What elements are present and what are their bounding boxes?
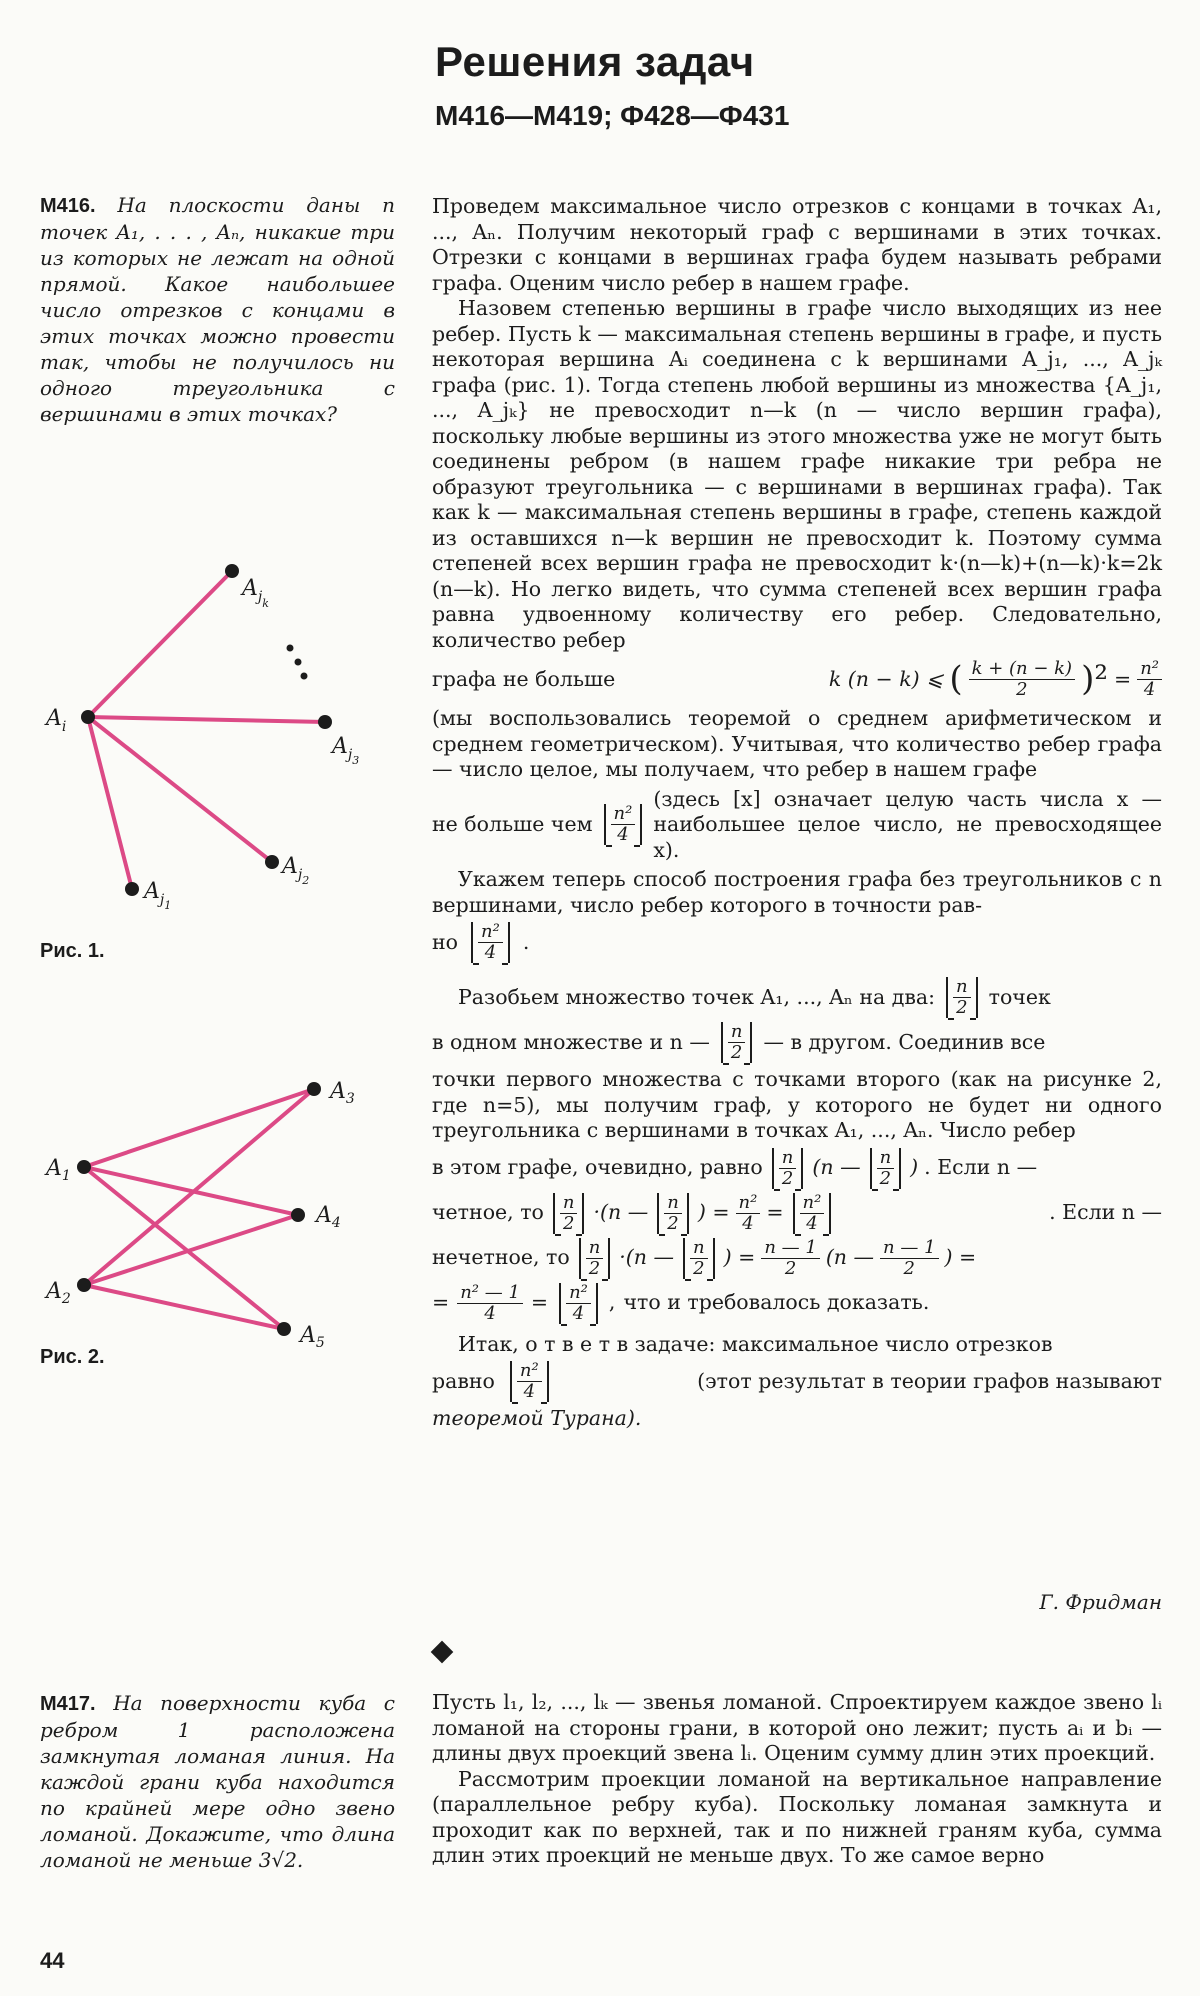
problem-m417 — [40, 1690, 395, 1873]
label-ajk: $A_{jk}$ — [242, 576, 269, 610]
label-aj2: $A_{j2}$ — [282, 854, 310, 887]
floor-bracket — [721, 1022, 753, 1063]
equals: = — [766, 1200, 784, 1225]
vertex-aj3 — [318, 715, 332, 729]
fraction-num: n — [877, 1148, 895, 1169]
fig1-edge — [88, 717, 132, 889]
math-text: ) — [910, 1155, 919, 1180]
floor-bracket — [510, 1361, 549, 1402]
text-span: но — [432, 929, 459, 954]
fraction — [1137, 659, 1162, 700]
fraction-den: 2 — [730, 1042, 743, 1063]
solution-paragraph: теоремой Турана). — [432, 1406, 642, 1430]
fraction-den: 2 — [903, 1257, 915, 1279]
text-span: точек — [988, 984, 1051, 1009]
text-span: . Если n — — [1049, 1200, 1162, 1225]
label-a3: $A_3$ — [330, 1080, 355, 1107]
fraction-den: 2 — [956, 997, 968, 1018]
floor-bracket — [559, 1283, 598, 1324]
fraction-num: n² — 1 — [457, 1283, 523, 1304]
solution-paragraph: точки первого множества с точками второго (как на рисунке 2, где n=5), мы получим граф, у которого не будет ни одного треугольника с вершинами в точках A₁, ..., Aₙ. Число ребер — [432, 1067, 1162, 1142]
solution-paragraph: Рассмотрим проекции ломаной на вертикальное направление (параллельное ребру куба). Поскольку ломаная замкнута и проходит как по верхней, так и по нижней граням куба, сумма длин этих проекций не меньше двух. То же самое верно — [432, 1766, 1162, 1867]
fraction-num: n — [664, 1193, 682, 1214]
fraction-den: 4 — [617, 824, 629, 846]
text-span: равно — [432, 1368, 495, 1393]
text-span: Разобьем множество точек A₁, ..., Aₙ на два: — [458, 984, 936, 1009]
label-a2: $A_2$ — [46, 1279, 71, 1307]
figure-2 — [40, 1080, 380, 1370]
fraction — [736, 1193, 761, 1234]
floor-bracket — [683, 1238, 715, 1279]
solution-paragraph: Проведем максимальное число отрезков с концами в точках A₁, ..., Aₙ. Получим некоторый граф с вершинами в этих точках. Отрезки с концами в вершинах графа будем называть ребрами графа. Оценим число ребер в нашем графе. — [432, 194, 1162, 295]
label-a1: $A_1$ — [46, 1156, 71, 1184]
floor-bracket — [946, 977, 978, 1018]
fraction-num: n — 1 — [761, 1238, 820, 1259]
solution-m417 — [432, 1690, 1162, 1869]
vertex-a4 — [291, 1208, 305, 1222]
fraction-num: n² — [736, 1193, 761, 1214]
fraction-num: n — 1 — [880, 1238, 939, 1259]
label-aj1: $A_{j1}$ — [144, 879, 172, 912]
fraction-num: n² — [611, 804, 636, 825]
fraction-den: 4 — [484, 942, 497, 963]
fig2-edge — [84, 1089, 314, 1285]
page-title: Решения задач — [435, 38, 755, 85]
fraction-num: n — [779, 1148, 797, 1169]
problem-m416 — [40, 192, 395, 427]
page-number: 44 — [40, 1948, 65, 1973]
text-span: в одном множестве и n — — [432, 1029, 710, 1054]
fraction-den: 2 — [781, 1167, 794, 1189]
fraction-den: 2 — [879, 1167, 892, 1189]
comma: , — [608, 1290, 616, 1315]
text-span: (здесь [x] означает целую часть числа x — наибольшее целое число, не превосходящее x). — [653, 786, 1162, 862]
figure-1 — [40, 555, 380, 925]
math-text: (n — — [825, 1245, 875, 1270]
math-line — [432, 1148, 1162, 1189]
text-span: не больше чем — [432, 812, 593, 836]
figure-1-caption: Рис. 1. — [40, 940, 105, 962]
math-line — [432, 1238, 1162, 1279]
equals: = — [1114, 666, 1132, 691]
math-line — [432, 1193, 1162, 1234]
inequality-line — [432, 659, 1162, 700]
math-line — [432, 1361, 1162, 1402]
vertex-ai — [81, 710, 95, 724]
fraction-den: 2 — [693, 1257, 705, 1279]
fraction-num: n² — [517, 1361, 542, 1382]
vertex-a3 — [307, 1082, 321, 1096]
solution-paragraph: Назовем степенью вершины в графе число выходящих из нее ребер. Пусть k — максимальная степень вершины в графе, и пусть некоторая вершина Aᵢ соединена с k вершинами A_j₁, ..., A_jₖ графа (рис. 1). Тогда степень любой вершины из множества {A_j₁, ..., A_jₖ} не превосходит n—k (n — число вершин графа), поскольку любые вершины из этого множества уже не могут быть соединены ребром (в нашем графе никакие три ребра не образуют треугольника — с вершинами в вершинах графа). Так как k — максимальная степень вершины в графе, степень каждой из оставшихся n—k вершин не превосходит k. Поэтому сумма степеней всех вершин графа не превосходит k·(n—k)+(n—k)·k=2k (n—k). Но легко видеть, что сумма степеней всех вершин графа равна удвоенному количеству его ребер. Следовательно, количество ребер — [432, 296, 1162, 652]
fig1-edge — [88, 717, 272, 862]
fraction-den: 4 — [484, 1302, 496, 1324]
equals: = — [530, 1290, 549, 1315]
math-line — [432, 1283, 1162, 1324]
floor-bracket — [471, 922, 510, 963]
label-a5: $A_5$ — [300, 1323, 325, 1351]
solution-paragraph: Пусть l₁, l₂, ..., lₖ — звенья ломаной. Спроектируем каждое звено lᵢ ломаной на стороны грани, в которой оно лежит; пусть aᵢ и bᵢ — длины двух проекций звена lᵢ. Оценим сумму длин этих проекций. — [432, 1690, 1162, 1765]
fig1-edge — [88, 571, 232, 717]
problem-label: М417. — [40, 1693, 96, 1715]
vertex-aj1 — [125, 882, 139, 896]
math-line — [432, 1022, 1162, 1063]
ellipsis-dot — [287, 645, 294, 652]
fraction-num: n — [560, 1193, 578, 1214]
fraction — [761, 1238, 820, 1279]
floor-bracket — [604, 804, 643, 845]
fig2-edge — [84, 1089, 314, 1167]
inequality — [829, 659, 1162, 700]
solution-paragraph: (мы воспользовались теоремой о среднем арифметическом и среднем геометрическом). Учитывая, что количество ребер графа — число целое, мы получаем, что ребер в нашем графе — [432, 706, 1162, 781]
floor-bracket — [579, 1238, 611, 1279]
floor-line — [432, 787, 1162, 864]
problem-statement: На поверхности куба с ребром 1 расположена замкнутая ломаная линия. На каждой грани куба находится по крайней мере одно звено ломаной. Докажите, что длина ломаной не меньше 3√2. — [40, 1691, 395, 1872]
author-signature: Г. Фридман — [1039, 1590, 1162, 1614]
solution-m416 — [432, 194, 1162, 1432]
text-span: нечетное, то — [432, 1245, 570, 1270]
fraction-num: n² — [800, 1193, 825, 1214]
fraction — [457, 1283, 523, 1324]
fraction-den: 4 — [806, 1212, 818, 1234]
label-ai: $A_i$ — [46, 706, 67, 735]
ellipsis-dot — [301, 673, 308, 680]
paren: )² — [1081, 658, 1108, 699]
fraction-num: n² — [1137, 659, 1162, 680]
vertex-aj2 — [265, 855, 279, 869]
label-a4: $A_4$ — [316, 1203, 341, 1231]
paren: ( — [949, 658, 963, 699]
diamond-separator — [431, 1641, 454, 1664]
solution-paragraph: Укажем теперь способ построения графа без треугольников с n вершинами, число ребер которого в точности рав- — [432, 867, 1162, 917]
fraction-den: 4 — [742, 1212, 754, 1234]
label-aj3: $A_{j3}$ — [332, 734, 360, 767]
text-span: графа не больше — [432, 666, 616, 691]
math-text: k (n − k) ⩽ — [828, 666, 944, 691]
fraction-den: 2 — [667, 1212, 679, 1234]
math-text: (n — — [812, 1155, 861, 1180]
math-text: ·(n — — [593, 1200, 649, 1225]
floor-bracket — [870, 1148, 902, 1189]
math-text: ) = — [944, 1245, 977, 1270]
text-span: что и требовалось доказать. — [623, 1290, 930, 1315]
fraction-num: n — [690, 1238, 708, 1259]
vertex-a5 — [277, 1322, 291, 1336]
floor-bracket — [657, 1193, 689, 1234]
fraction-den: 2 — [784, 1257, 797, 1279]
text-span: . Если n — — [924, 1155, 1038, 1180]
math-text: ) = — [723, 1245, 756, 1270]
fraction-den: 2 — [588, 1257, 601, 1279]
floor-line — [432, 922, 1162, 963]
text-span: — в другом. Соединив все — [763, 1029, 1046, 1054]
fraction-num: n — [728, 1022, 746, 1043]
text-span: в этом графе, очевидно, равно — [432, 1155, 763, 1180]
fraction-den: 4 — [523, 1381, 536, 1402]
ellipsis-dot — [295, 659, 302, 666]
math-text: ·(n — — [619, 1245, 675, 1270]
page-subtitle: М416—М419; Ф428—Ф431 — [435, 100, 790, 131]
math-text: ) = — [697, 1200, 730, 1225]
vertex-ajk — [225, 564, 239, 578]
fraction-den: 2 — [1016, 679, 1028, 700]
fraction-num: n² — [478, 922, 503, 943]
floor-bracket — [553, 1193, 585, 1234]
vertex-a2 — [77, 1278, 91, 1292]
vertex-a1 — [77, 1160, 91, 1174]
problem-label: М416. — [40, 195, 96, 217]
fraction — [880, 1238, 939, 1279]
fraction-den: 4 — [572, 1302, 585, 1324]
fig2-edge — [84, 1215, 298, 1285]
equals: = — [432, 1290, 450, 1315]
floor-bracket — [793, 1193, 832, 1234]
text-span: (этот результат в теории графов называют — [697, 1368, 1162, 1393]
floor-bracket — [772, 1148, 804, 1189]
problem-statement: На плоскости даны n точек A₁, . . . , Aₙ, никакие три из которых не лежат на одной прямой. Какое наибольшее число отрезков с концами в этих точках можно провести так, чтобы не получилось ни одного треугольника с вершинами в этих точках? — [40, 193, 395, 426]
fraction-num: k + (n − k) — [969, 659, 1076, 680]
math-line — [432, 977, 1162, 1018]
text-span: четное, то — [432, 1200, 544, 1225]
fig1-edge — [88, 717, 325, 722]
fraction-num: n — [586, 1238, 604, 1259]
period: . — [522, 929, 530, 954]
fraction-num: n² — [566, 1283, 591, 1304]
fraction-den: 2 — [562, 1212, 575, 1234]
fraction-num: n — [953, 977, 971, 998]
figure-2-caption: Рис. 2. — [40, 1346, 105, 1368]
fraction-den: 4 — [1143, 679, 1156, 700]
solution-paragraph: Итак, о т в е т в задаче: максимальное число отрезков — [458, 1331, 1053, 1356]
fraction — [969, 659, 1076, 700]
